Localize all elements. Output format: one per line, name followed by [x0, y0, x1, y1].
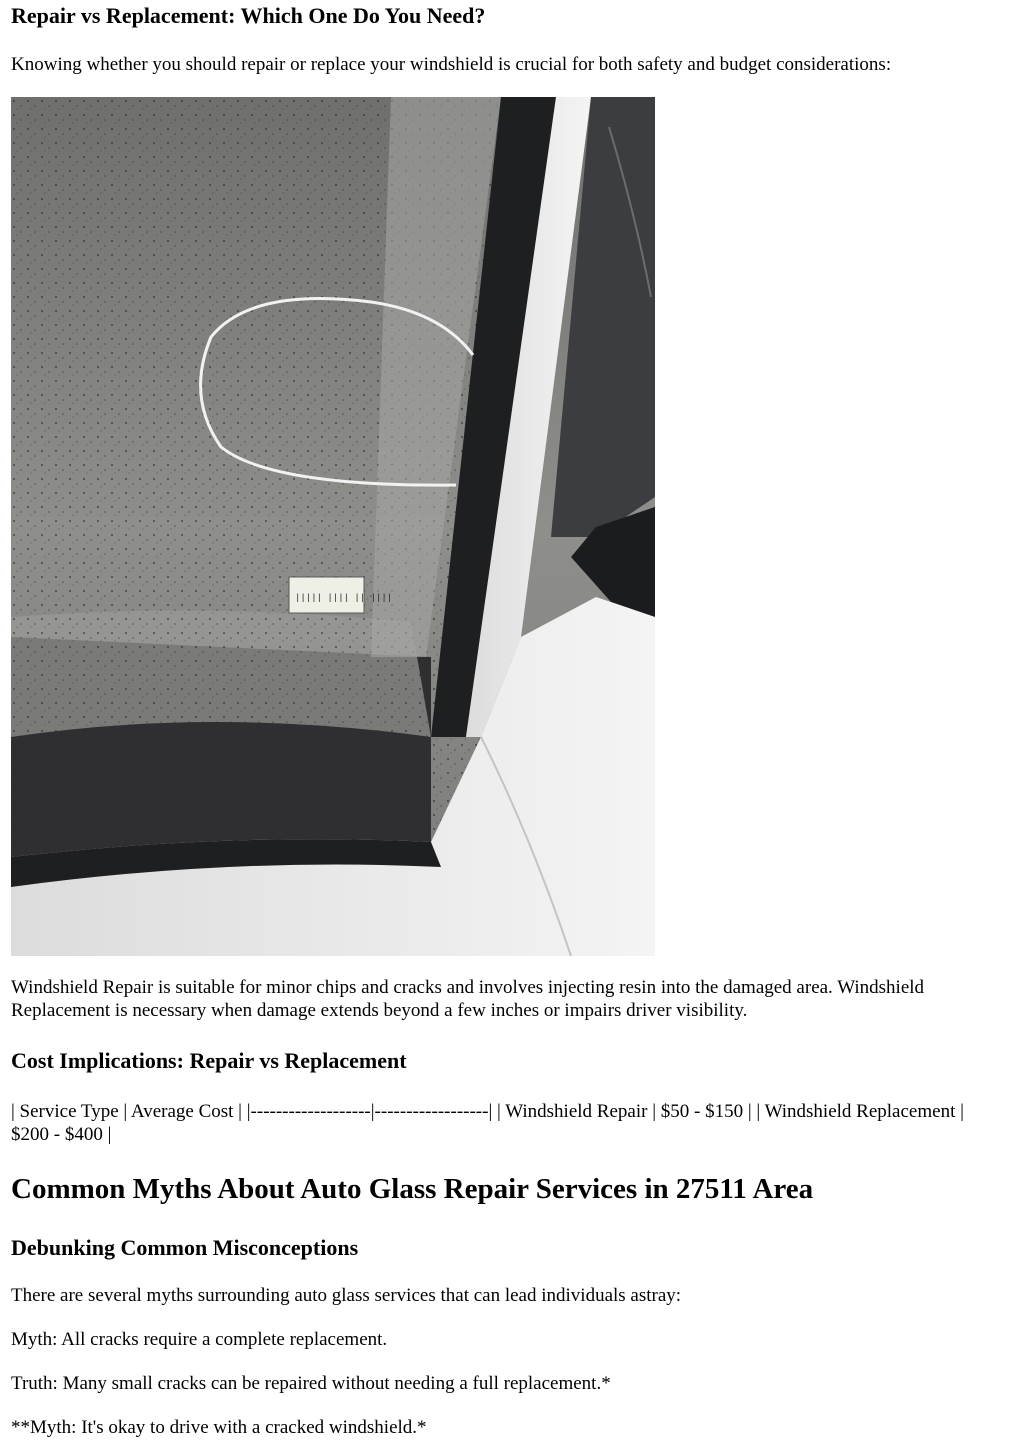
- myths-intro-paragraph: There are several myths surrounding auto glass services that can lead individuals astray:: [11, 1285, 682, 1306]
- truth-item: Truth: Many small cracks can be repaired without needing a full replacement.*: [11, 1373, 611, 1394]
- intro-paragraph: Knowing whether you should repair or replace your windshield is crucial for both safety and budget considerations:: [11, 54, 892, 75]
- sticker-barcode: ||||| |||| || ||||: [295, 593, 393, 603]
- windshield-crack-photo: [11, 97, 655, 956]
- cost-table-text: | Service Type | Average Cost | |-------------------|------------------| | Windshield Repair | $50 - $150 | | Windshield Replacement | $200 - $400 |: [11, 1101, 964, 1145]
- section-heading-cost-implications: Cost Implications: Repair vs Replacement: [11, 1048, 407, 1073]
- section-heading-common-myths: Common Myths About Auto Glass Repair Services in 27511 Area: [11, 1173, 814, 1205]
- section-heading-debunking: Debunking Common Misconceptions: [11, 1235, 359, 1260]
- repair-replacement-description: Windshield Repair is suitable for minor chips and cracks and involves injecting resin into the damaged area. Windshield Replacement is necessary when damage extends beyond a few inches or impairs driver visibility.: [11, 977, 925, 1021]
- section-heading-repair-vs-replacement: Repair vs Replacement: Which One Do You Need?: [11, 3, 486, 28]
- myth-item: **Myth: It's okay to drive with a cracked windshield.*: [11, 1417, 427, 1438]
- myth-item: Myth: All cracks require a complete replacement.: [11, 1329, 388, 1350]
